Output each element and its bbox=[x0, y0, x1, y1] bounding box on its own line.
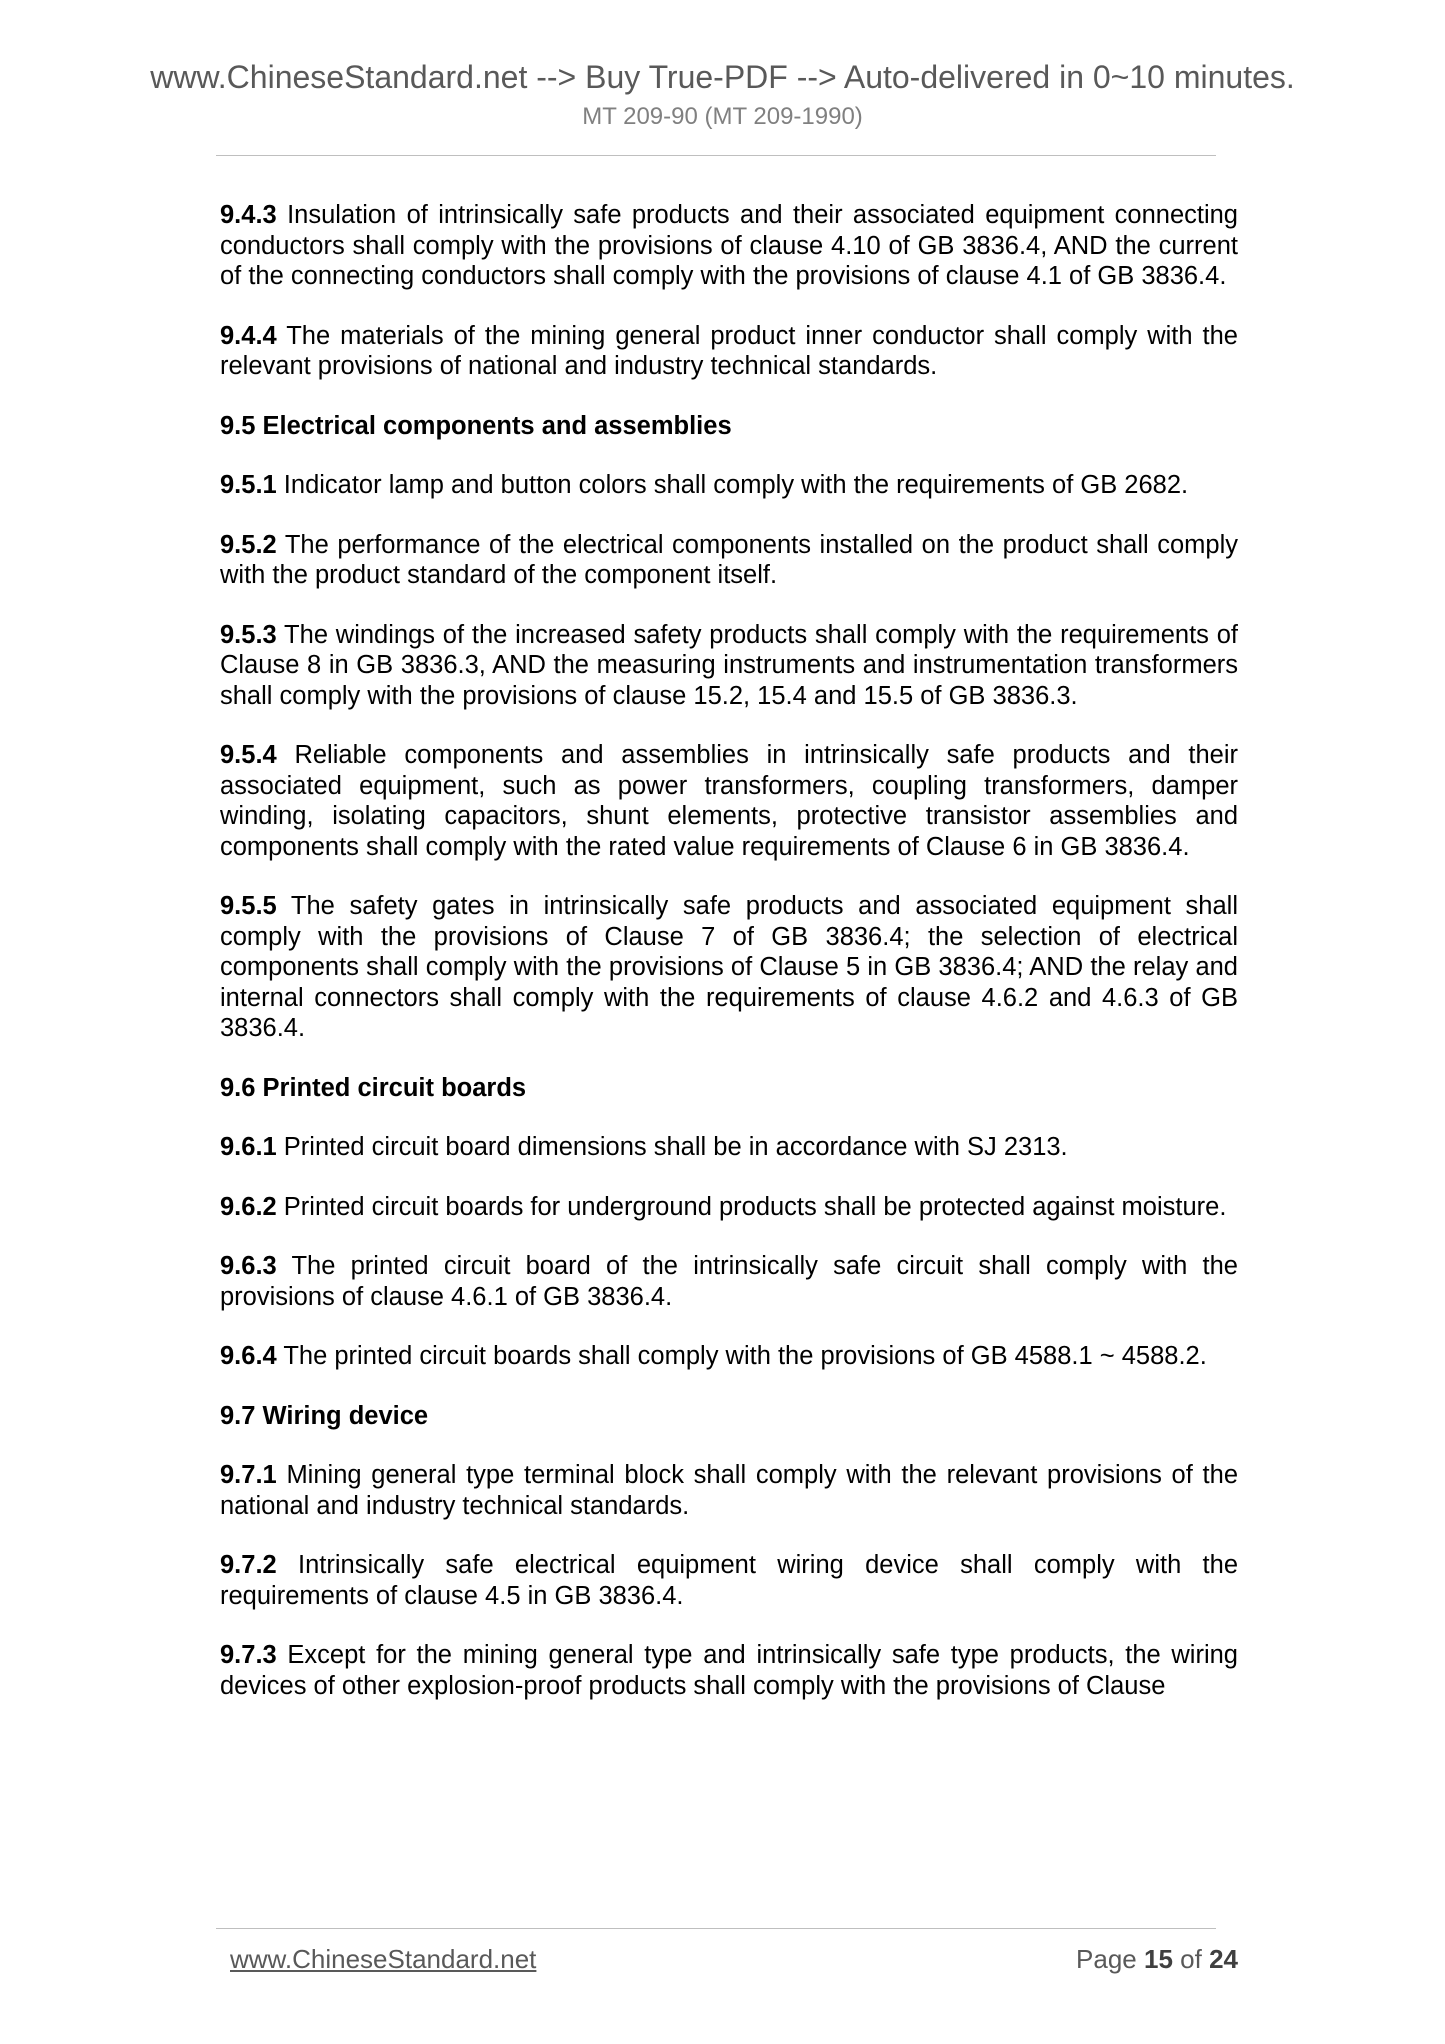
footer-divider bbox=[216, 1928, 1216, 1929]
clause-number: 9.5.4 bbox=[220, 741, 277, 769]
clause-9-4-4 bbox=[220, 321, 1238, 382]
header-divider bbox=[216, 155, 1216, 156]
clause-number: 9.7.3 bbox=[220, 1641, 277, 1669]
clause-number: 9.7.1 bbox=[220, 1461, 277, 1489]
clause-text: The windings of the increased safety products shall comply with the requirements of Clause 8 in GB 3836.3, AND the measuring instruments and instrumentation transformers shall comply with the provisions of clause 15.2, 15.4 and 15.5 of GB 3836.3. bbox=[220, 620, 1238, 710]
section-heading-9-7: 9.7 Wiring device bbox=[220, 1401, 429, 1430]
clause-9-7-3 bbox=[220, 1640, 1238, 1701]
clause-9-5-1 bbox=[220, 470, 1238, 501]
clause-number: 9.7.2 bbox=[220, 1551, 277, 1579]
clause-9-6-1 bbox=[220, 1132, 1238, 1163]
clause-9-5-3 bbox=[220, 620, 1238, 712]
clause-number: 9.4.3 bbox=[220, 201, 277, 229]
clause-text: Printed circuit board dimensions shall be in accordance with SJ 2313. bbox=[276, 1133, 1068, 1161]
clause-9-5-5 bbox=[220, 891, 1238, 1044]
clause-text: Printed circuit boards for underground products shall be protected against moisture. bbox=[276, 1192, 1227, 1221]
clause-text: Reliable components and assemblies in intrinsically safe products and their associated equipment, such as power transformers, coupling transformers, damper winding, isolating capacitors, shunt elements, protective transistor assemblies and components shall comply with the rated value requirements of Clause 6 in GB 3836.4. bbox=[220, 741, 1238, 861]
clause-9-5-2 bbox=[220, 530, 1238, 591]
clause-number: 9.5.3 bbox=[220, 620, 277, 649]
clause-9-7-2 bbox=[220, 1550, 1238, 1611]
clause-number: 9.4.4 bbox=[220, 321, 277, 350]
page-header bbox=[0, 58, 1445, 132]
clause-text: Indicator lamp and button colors shall comply with the requirements of GB 2682. bbox=[276, 471, 1189, 499]
clause-number: 9.6.2 bbox=[220, 1192, 277, 1221]
page-total: 24 bbox=[1209, 1944, 1238, 1974]
clause-9-6-2 bbox=[220, 1192, 1238, 1223]
clause-text: Except for the mining general type and intrinsically safe type products, the wiring devices of other explosion-proof products shall comply with the provisions of Clause bbox=[220, 1641, 1238, 1700]
clause-text: Intrinsically safe electrical equipment wiring device shall comply with the requirements of clause 4.5 in GB 3836.4. bbox=[220, 1551, 1238, 1610]
clause-9-7-1 bbox=[220, 1460, 1238, 1521]
clause-text: Insulation of intrinsically safe products and their associated equipment connecting conductors shall comply with the provisions of clause 4.10 of GB 3836.4, AND the current of the connecting conductors shall comply with the provisions of clause 4.1 of GB 3836.4. bbox=[220, 201, 1238, 290]
section-heading-9-6: 9.6 Printed circuit boards bbox=[220, 1073, 527, 1102]
page-label: Page bbox=[1076, 1944, 1137, 1974]
clause-9-5-4 bbox=[220, 740, 1238, 862]
header-banner[interactable]: www.ChineseStandard.net --> Buy True-PDF --> Auto-delivered in 0~10 minutes. bbox=[150, 59, 1295, 95]
clause-text: The printed circuit boards shall comply with the provisions of GB 4588.1 ~ 4588.2. bbox=[276, 1342, 1207, 1370]
clause-number: 9.5.1 bbox=[220, 471, 277, 499]
page-current: 15 bbox=[1144, 1944, 1173, 1974]
document-code: MT 209-90 (MT 209-1990) bbox=[582, 103, 863, 130]
clause-text: The printed circuit board of the intrinsically safe circuit shall comply with the provisions of clause 4.6.1 of GB 3836.4. bbox=[220, 1252, 1238, 1311]
page-of: of bbox=[1180, 1944, 1202, 1974]
section-heading-9-5: 9.5 Electrical components and assemblies bbox=[220, 411, 732, 440]
clause-number: 9.5.5 bbox=[220, 892, 277, 920]
clause-text: The safety gates in intrinsically safe products and associated equipment shall comply with the provisions of Clause 7 of GB 3836.4; the selection of electrical components shall comply with the provisions of Clause 5 in GB 3836.4; AND the relay and internal connectors shall comply with the requirements of clause 4.6.2 and 4.6.3 of GB 3836.4. bbox=[220, 892, 1238, 1042]
clause-text: The performance of the electrical components installed on the product shall comply with the product standard of the component itself. bbox=[220, 530, 1238, 589]
clause-text: Mining general type terminal block shall comply with the relevant provisions of the national and industry technical standards. bbox=[220, 1461, 1238, 1520]
page-indicator bbox=[1076, 1943, 1238, 1975]
footer-website-link[interactable]: www.ChineseStandard.net bbox=[230, 1944, 537, 1974]
clause-9-6-4 bbox=[220, 1341, 1238, 1372]
clause-number: 9.6.4 bbox=[220, 1342, 277, 1370]
clause-number: 9.6.1 bbox=[220, 1133, 277, 1161]
clause-9-6-3 bbox=[220, 1251, 1238, 1312]
clause-text: The materials of the mining general product inner conductor shall comply with the relevant provisions of national and industry technical standards. bbox=[220, 321, 1238, 380]
clause-number: 9.6.3 bbox=[220, 1252, 277, 1280]
clause-9-4-3 bbox=[220, 200, 1238, 292]
clause-number: 9.5.2 bbox=[220, 530, 277, 559]
document-body bbox=[220, 200, 1238, 1730]
